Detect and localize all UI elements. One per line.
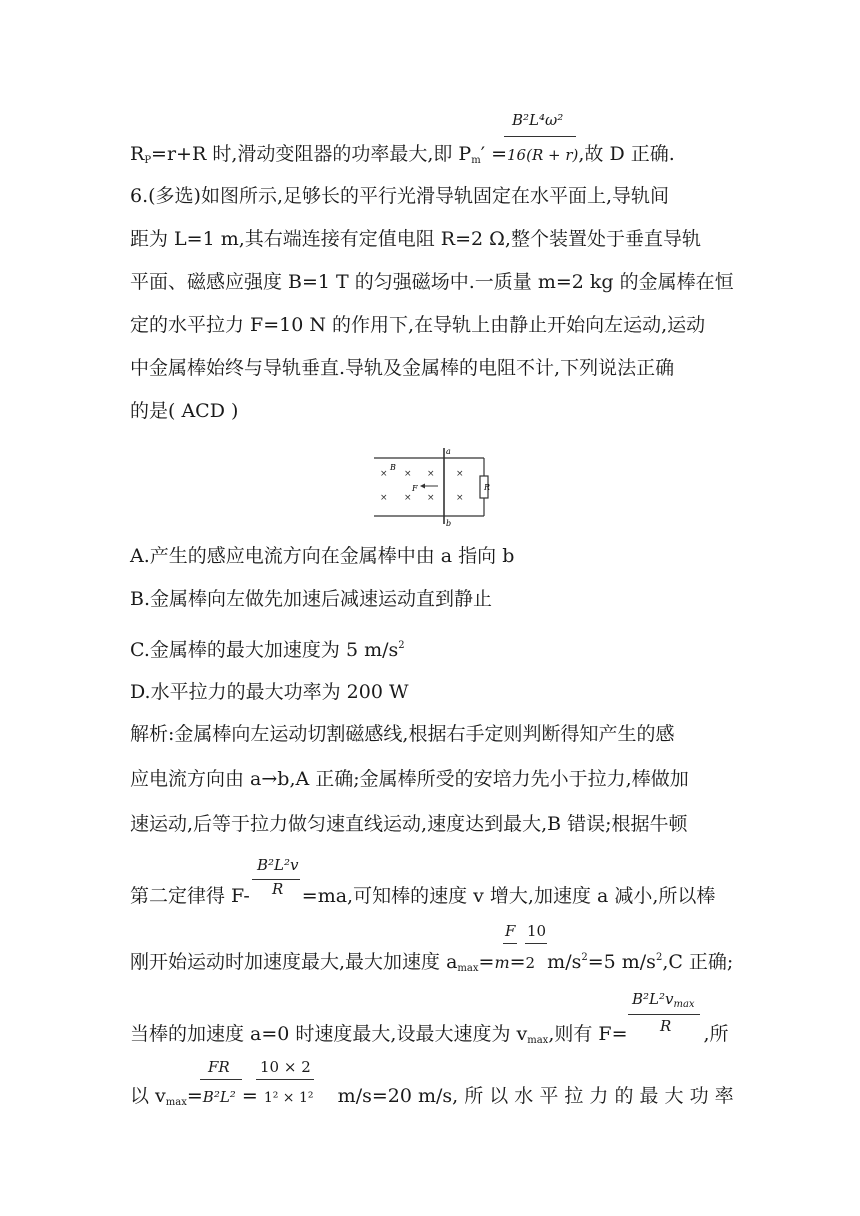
sol5-sup2: 2 <box>655 952 663 963</box>
sol6-b: ,则有 F= <box>548 1023 628 1045</box>
field-cross: × <box>404 493 412 503</box>
sol6-frac-bar <box>628 1014 700 1015</box>
option-c-text: C.金属棒的最大加速度为 5 m/s <box>130 639 399 661</box>
top-prefix-sub: P <box>144 155 152 166</box>
question-line-6: 的是( ACD ) <box>130 400 239 422</box>
sol7-sub: max <box>165 1097 187 1108</box>
option-c <box>130 632 740 664</box>
top-fraction-bar <box>504 136 576 137</box>
solution-line-7 <box>130 1082 740 1117</box>
top-fraction-numerator: B²L⁴ω² <box>512 111 564 129</box>
sol7-f2-den: 1² × 1² <box>263 1090 314 1106</box>
option-a: A.产生的感应电流方向在金属棒中由 a 指向 b <box>130 545 515 567</box>
top-prime: ′ <box>480 143 486 165</box>
sol5-f2-num: 10 <box>527 922 547 940</box>
sol6-frac-num <box>632 990 695 1010</box>
top-text1: =r+R 时,滑动变阻器的功率最大,即 P <box>151 143 472 165</box>
top-text2: ,故 D 正确. <box>578 143 675 165</box>
sol7-eq: = <box>186 1085 203 1107</box>
sol6-frac-num-sub: max <box>673 999 695 1010</box>
sol5-c: =5 m/s <box>587 951 656 973</box>
label-a: a <box>446 447 451 456</box>
sol5-f2-den: 2 <box>525 954 536 972</box>
question-line-2: 距为 L=1 m,其右端连接有定值电阻 R=2 Ω,整个装置处于垂直导轨 <box>130 228 701 250</box>
sol5-f1-num: F <box>505 922 516 940</box>
solution-line-1: 解析:金属棒向左运动切割磁感线,根据右手定则判断得知产生的感 <box>130 723 675 745</box>
top-fraction-denominator: 16(R + r) <box>507 146 579 164</box>
circuit-figure <box>372 446 490 528</box>
sol5-f1-den: m <box>494 953 510 972</box>
field-cross: × <box>427 469 435 479</box>
sol7-b: m/s=20 m/s, 所 以 水 平 拉 力 的 最 大 功 率 <box>337 1085 734 1107</box>
field-cross: × <box>456 493 464 503</box>
sol4-a: 第二定律得 F- <box>130 885 250 907</box>
sol7-f2-bar <box>256 1079 314 1080</box>
sol5-a: 刚开始运动时加速度最大,最大加速度 a <box>130 951 458 973</box>
solution-line-2: 应电流方向由 a→b,A 正确;金属棒所受的安培力先小于拉力,棒做加 <box>130 768 689 790</box>
sol6-frac-num-text: B²L²v <box>632 990 674 1008</box>
sol7-f1-bar <box>200 1079 242 1080</box>
option-c-sup: 2 <box>398 640 405 651</box>
top-line <box>130 140 740 175</box>
field-cross: × <box>380 493 388 503</box>
force-arrowhead <box>420 484 425 489</box>
field-cross: × <box>404 469 412 479</box>
sol5-d: ,C 正确; <box>662 951 734 973</box>
label-R: R <box>483 483 490 492</box>
sol7-f1-den: B²L² <box>202 1088 236 1106</box>
question-line-1: 6.(多选)如图所示,足够长的平行光滑导轨固定在水平面上,导轨间 <box>130 185 670 207</box>
sol7-a: 以 v <box>130 1085 166 1107</box>
solution-line-5 <box>130 944 740 983</box>
sol5-sub: max <box>457 963 479 974</box>
sol7-f2-num: 10 × 2 <box>260 1058 311 1076</box>
label-b: b <box>446 519 452 528</box>
sol6-sub: max <box>527 1035 549 1046</box>
question-line-4: 定的水平拉力 F=10 N 的作用下,在导轨上由静止开始向左运动,运动 <box>130 314 706 336</box>
label-F: F <box>412 484 418 493</box>
sol7-f1-num: FR <box>208 1058 230 1076</box>
option-b: B.金属棒向左做先加速后减速运动直到静止 <box>130 588 493 610</box>
top-prefix: R <box>130 143 145 165</box>
sol5-sup: 2 <box>581 952 588 963</box>
sol4-b: =ma,可知棒的速度 v 增大,加速度 a 减小,所以棒 <box>301 885 716 907</box>
field-cross: × <box>456 469 464 479</box>
solution-line-3: 速运动,后等于拉力做匀速直线运动,速度达到最大,B 错误;根据牛顿 <box>130 813 688 835</box>
sol5-eq2: = <box>509 951 526 973</box>
field-cross: × <box>380 469 388 479</box>
option-d: D.水平拉力的最大功率为 200 W <box>130 681 409 703</box>
sol6-c: ,所 <box>703 1023 729 1045</box>
question-line-5: 中金属棒始终与导轨垂直.导轨及金属棒的电阻不计,下列说法正确 <box>130 357 675 379</box>
sol6-frac-den: R <box>660 1017 672 1035</box>
sol7-eq2: = <box>241 1085 258 1107</box>
sol6-a: 当棒的加速度 a=0 时速度最大,设最大速度为 v <box>130 1023 528 1045</box>
top-pm-sub: m <box>471 155 481 166</box>
solution-line-4 <box>130 882 740 910</box>
question-line-3: 平面、磁感应强度 B=1 T 的匀强磁场中.一质量 m=2 kg 的金属棒在恒 <box>130 271 734 293</box>
solution-line-6 <box>130 1020 740 1055</box>
sol4-frac-num: B²L²v <box>257 856 299 874</box>
top-eq: = <box>491 143 507 165</box>
sol5-eq: = <box>478 951 495 973</box>
label-B: B <box>390 463 396 472</box>
field-cross: × <box>427 493 435 503</box>
sol5-b: m/s <box>547 951 582 973</box>
sol4-frac-den: R <box>272 880 284 898</box>
